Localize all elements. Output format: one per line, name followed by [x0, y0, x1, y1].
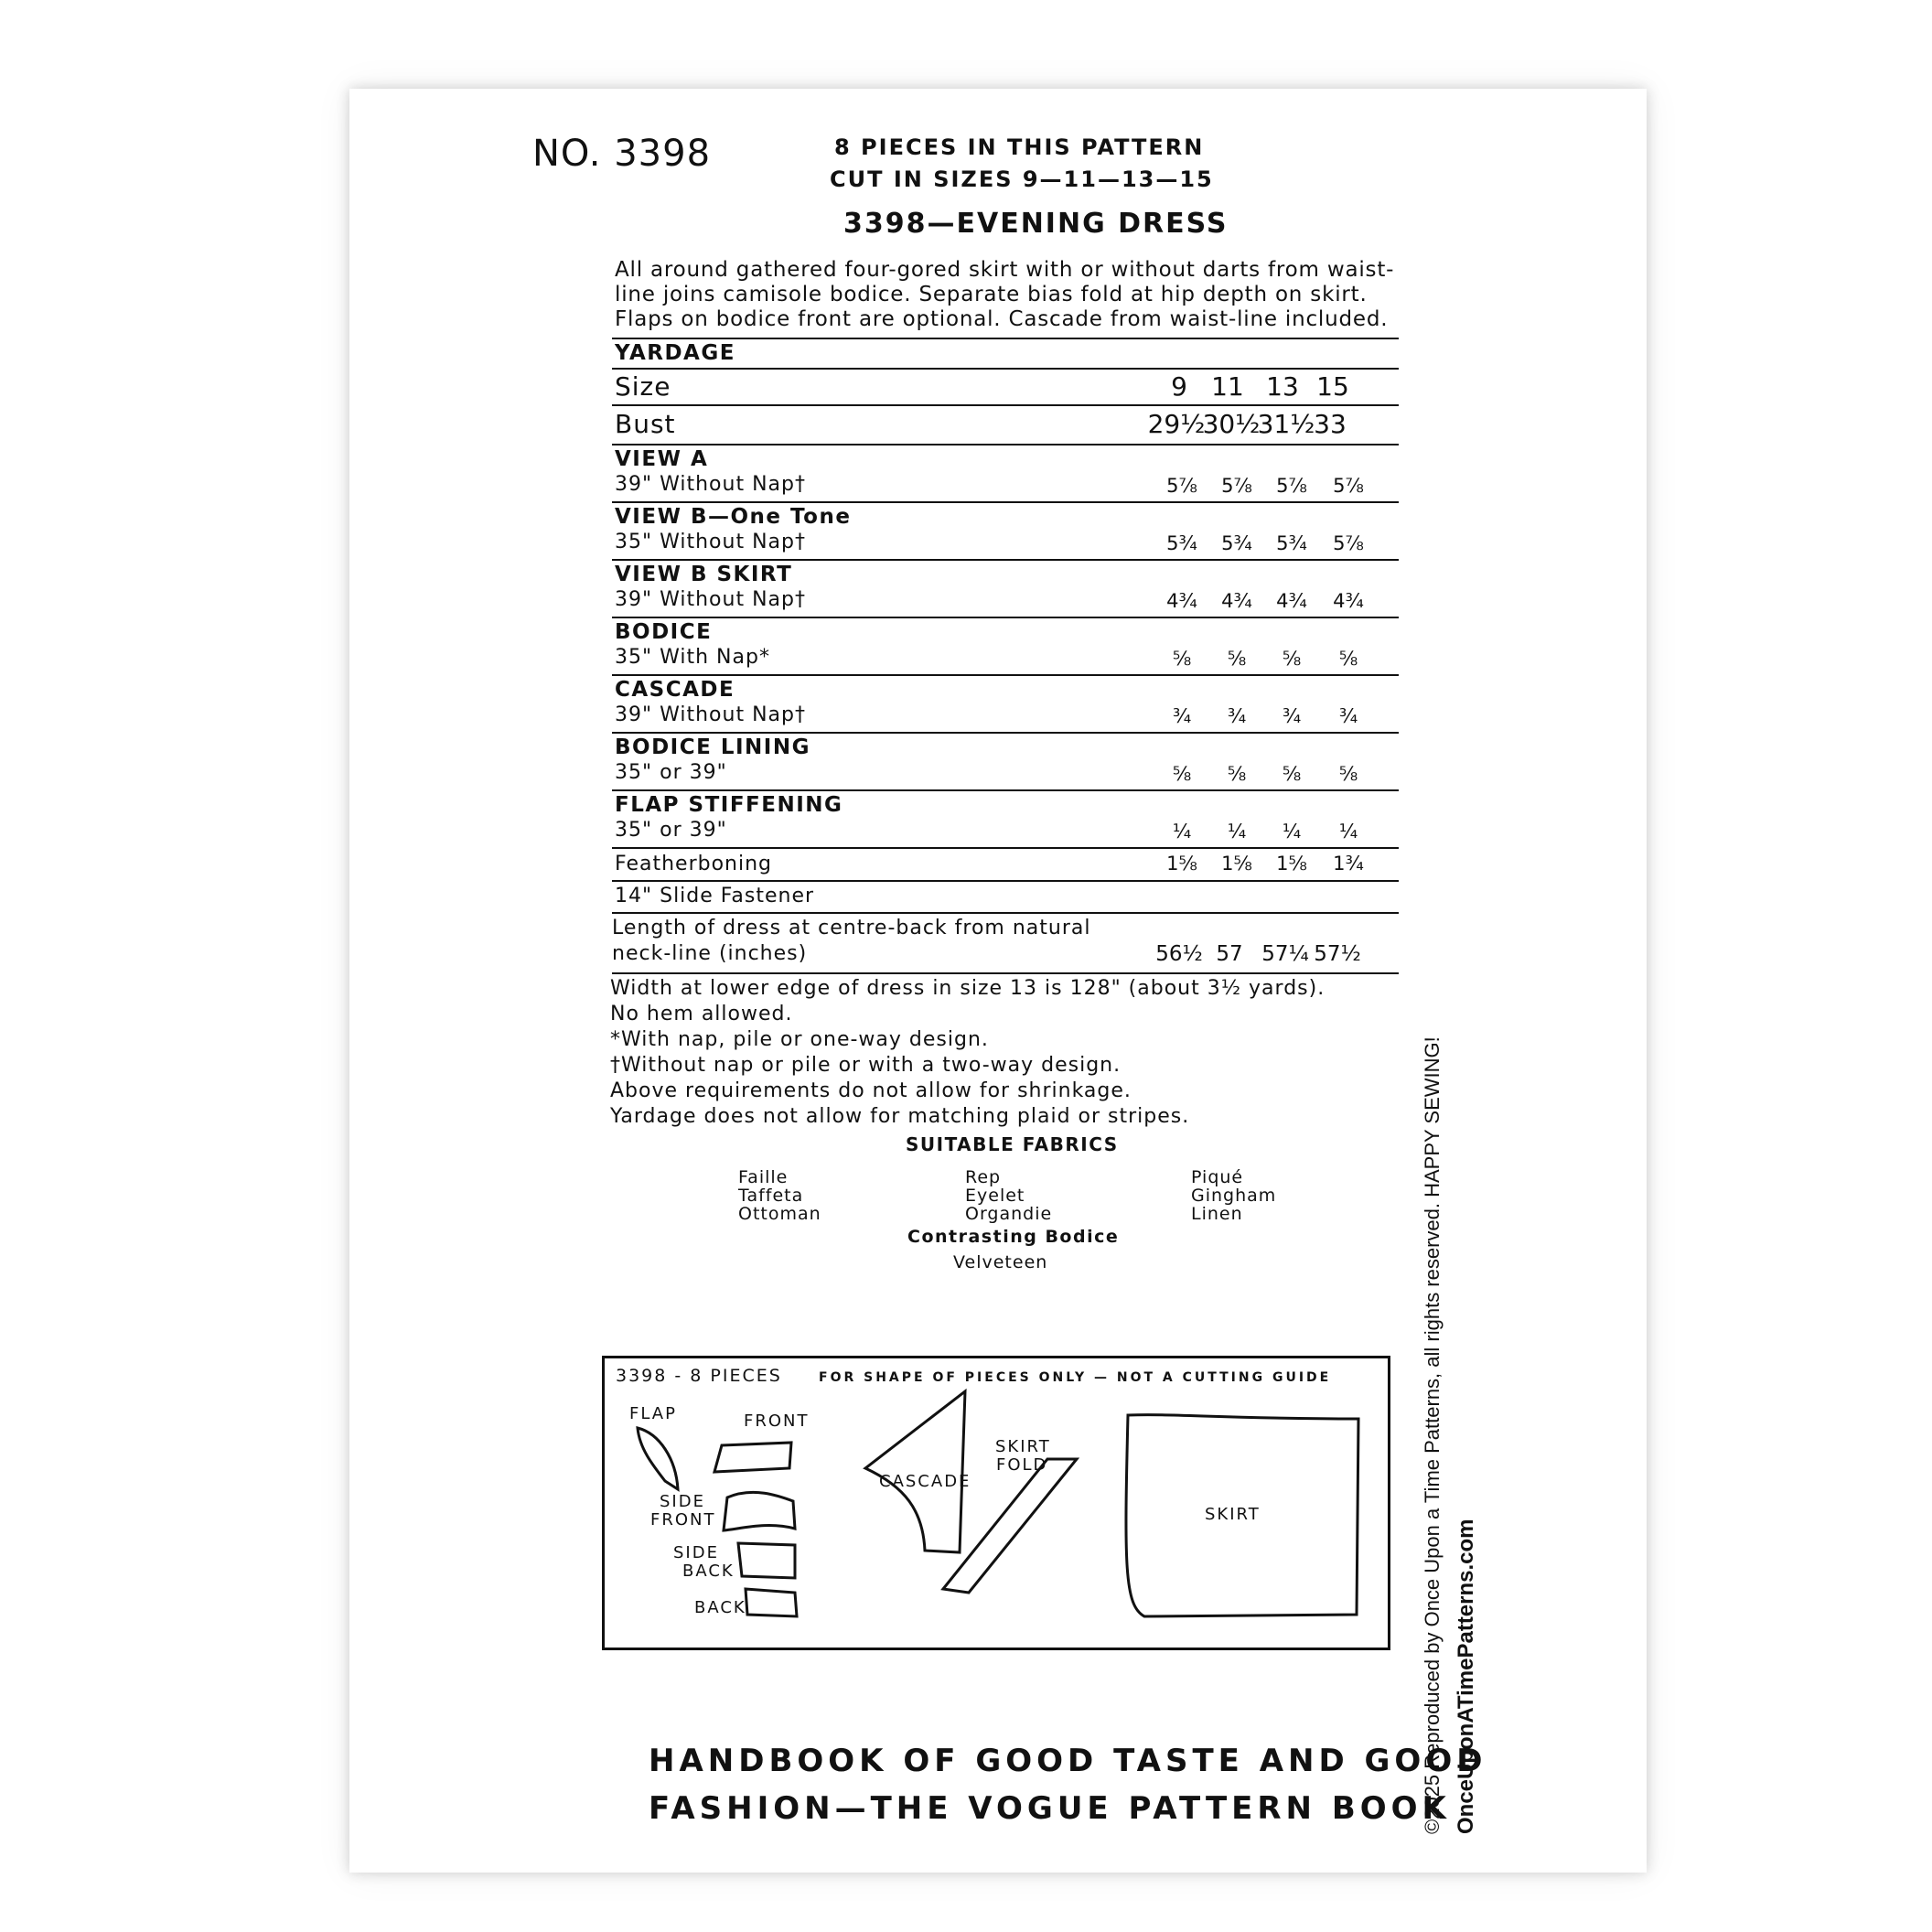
yardage-value: 1⅝	[1166, 853, 1197, 875]
guide-subtitle: FOR SHAPE OF PIECES ONLY — NOT A CUTTING GUIDE	[819, 1370, 1332, 1385]
bust-value: 29½	[1147, 409, 1206, 439]
rule	[612, 444, 1399, 445]
piece-label: FRONT	[650, 1510, 716, 1530]
note-line: No hem allowed.	[610, 1003, 793, 1025]
piece-label: SKIRT	[995, 1437, 1051, 1456]
pattern-envelope-back	[349, 89, 1647, 1873]
front-piece	[714, 1443, 791, 1472]
size-value: 13	[1266, 371, 1299, 402]
yardage-value: ⅝	[1172, 648, 1192, 670]
row-title-bodice: BODICE	[615, 620, 713, 644]
rule	[612, 880, 1399, 882]
yardage-value: ¾	[1338, 705, 1358, 727]
row-sub: 35" Without Nap†	[615, 531, 806, 553]
piece-label: BACK	[682, 1562, 735, 1581]
row-sub: 35" or 39"	[615, 819, 727, 842]
yardage-value: 5¾	[1166, 532, 1197, 554]
yardage-value: ⅝	[1282, 648, 1302, 670]
yardage-value: ⅝	[1338, 648, 1358, 670]
copyright-text: ©2025 Reproduced by Once Upon a Time Patterns, all rights reserved. HAPPY SEWING!	[1421, 1036, 1444, 1834]
yardage-value: 1⅝	[1221, 853, 1252, 875]
rule	[612, 559, 1399, 561]
cut-sizes: CUT IN SIZES 9—11—13—15	[830, 166, 1214, 192]
row-title-flap-stiffening: FLAP STIFFENING	[615, 793, 843, 817]
piece-label: SIDE	[673, 1543, 719, 1562]
yardage-value: 4¾	[1166, 590, 1197, 612]
row-title-bodice-lining: BODICE LINING	[615, 735, 810, 759]
note-line: Width at lower edge of dress in size 13 is 128" (about 3½ yards).	[610, 977, 1326, 1000]
guide-title: 3398 - 8 PIECES	[616, 1366, 782, 1386]
pieces-count: 8 PIECES IN THIS PATTERN	[834, 134, 1205, 160]
row-title-view-a: VIEW A	[615, 447, 709, 471]
yardage-value: 4¾	[1221, 590, 1252, 612]
yardage-value: 5⅞	[1333, 532, 1364, 554]
row-sub: 39" Without Nap†	[615, 473, 806, 496]
length-value: 57¼	[1261, 942, 1309, 966]
note-line: Above requirements do not allow for shrinkage.	[610, 1079, 1132, 1102]
website-url: OnceUponATimePatterns.com	[1454, 1519, 1478, 1834]
fabric-item: Ottoman	[738, 1204, 821, 1224]
yardage-value: ¾	[1172, 705, 1192, 727]
bust-value: 33	[1314, 409, 1347, 439]
row-title-cascade: CASCADE	[615, 678, 735, 702]
bust-label: Bust	[615, 409, 676, 439]
rule	[612, 972, 1399, 974]
rule	[612, 732, 1399, 734]
length-label: Length of dress at centre-back from natural	[612, 917, 1091, 939]
side-back-piece	[738, 1543, 795, 1578]
bust-value: 30½	[1202, 409, 1261, 439]
footer-line-1: HANDBOOK OF GOOD TASTE AND GOOD	[649, 1743, 1487, 1779]
size-label: Size	[615, 371, 671, 402]
footer-line-2: FASHION—THE VOGUE PATTERN BOOK	[649, 1790, 1451, 1827]
piece-label: SKIRT	[1205, 1505, 1261, 1524]
yardage-value: 4¾	[1333, 590, 1364, 612]
piece-label: SIDE	[660, 1492, 705, 1511]
notes	[610, 976, 1325, 1130]
fabric-item: Faille	[738, 1167, 789, 1187]
yardage-value: 5⅞	[1166, 475, 1197, 497]
yardage-heading: YARDAGE	[615, 341, 735, 365]
row-title-view-b-skirt: VIEW B SKIRT	[615, 563, 793, 586]
piece-label: BACK	[694, 1598, 746, 1617]
yardage-value: 5¾	[1221, 532, 1252, 554]
back-piece	[746, 1589, 797, 1616]
row-sub: 35" or 39"	[615, 761, 727, 784]
rule	[612, 501, 1399, 503]
rule	[612, 674, 1399, 676]
rule	[612, 404, 1399, 406]
size-value: 11	[1211, 371, 1244, 402]
size-value: 9	[1171, 371, 1187, 402]
rule	[612, 368, 1399, 370]
yardage-value: 5¾	[1276, 532, 1307, 554]
size-value: 15	[1316, 371, 1349, 402]
row-title-view-b: VIEW B—One Tone	[615, 505, 852, 529]
featherboning-label: Featherboning	[615, 853, 773, 875]
fabric-item: Piqué	[1191, 1167, 1244, 1187]
length-value: 57½	[1314, 942, 1361, 966]
fabric-item: Rep	[965, 1167, 1002, 1187]
piece-label: FRONT	[744, 1411, 810, 1431]
contrast-fabric: Velveteen	[953, 1252, 1048, 1272]
piece-label: CASCADE	[879, 1472, 971, 1491]
yardage-value: ¾	[1227, 705, 1247, 727]
length-value: 57	[1216, 942, 1243, 966]
yardage-value: ⅝	[1338, 763, 1358, 785]
fabric-item: Taffeta	[738, 1186, 804, 1206]
yardage-value: 4¾	[1276, 590, 1307, 612]
fabric-item: Gingham	[1191, 1186, 1277, 1206]
yardage-value: 5⅞	[1333, 475, 1364, 497]
piece-label: FOLD	[996, 1455, 1048, 1475]
fabric-item: Linen	[1191, 1204, 1243, 1224]
yardage-value: 5⅞	[1221, 475, 1252, 497]
fabrics-heading: SUITABLE FABRICS	[906, 1133, 1119, 1155]
pattern-number: NO. 3398	[532, 133, 712, 175]
rule	[612, 847, 1399, 849]
rule	[612, 789, 1399, 791]
fabric-item: Organdie	[965, 1204, 1053, 1224]
fabrics-column-3	[1191, 1168, 1276, 1223]
side-front-piece	[724, 1492, 795, 1530]
note-line: †Without nap or pile or with a two-way design.	[610, 1054, 1122, 1077]
rule	[612, 338, 1399, 339]
yardage-value: ¾	[1282, 705, 1302, 727]
length-value: 56½	[1155, 942, 1203, 966]
pieces-guide	[602, 1356, 1390, 1650]
rule	[612, 617, 1399, 618]
yardage-value: ⅝	[1227, 763, 1247, 785]
yardage-value: ⅝	[1282, 763, 1302, 785]
fabrics-column-1	[738, 1168, 821, 1223]
yardage-value: ¼	[1172, 821, 1192, 843]
bust-value: 31½	[1257, 409, 1315, 439]
flap-piece	[638, 1428, 678, 1489]
pattern-title: 3398—EVENING DRESS	[843, 208, 1229, 240]
piece-label: FLAP	[629, 1404, 677, 1423]
note-line: Yardage does not allow for matching plaid or stripes.	[610, 1105, 1190, 1128]
yardage-value: ¼	[1227, 821, 1247, 843]
pattern-description: All around gathered four-gored skirt with or without darts from waist-line joins camisole bodice. Separate bias fold at hip depth on skirt. Flaps on bodice front are optional. Cascade from waist-line included.	[615, 258, 1395, 331]
yardage-value: ⅝	[1227, 648, 1247, 670]
fabrics-column-2	[965, 1168, 1052, 1223]
note-line: *With nap, pile or one-way design.	[610, 1028, 989, 1051]
row-sub: 39" Without Nap†	[615, 703, 806, 726]
row-sub: 35" With Nap*	[615, 646, 770, 669]
yardage-value: ⅝	[1172, 763, 1192, 785]
row-sub: 39" Without Nap†	[615, 588, 806, 611]
length-label: neck-line (inches)	[612, 942, 808, 965]
yardage-value: 5⅞	[1276, 475, 1307, 497]
fastener-label: 14" Slide Fastener	[615, 885, 815, 907]
rule	[612, 912, 1399, 914]
yardage-value: ¼	[1282, 821, 1302, 843]
fabric-item: Eyelet	[965, 1186, 1025, 1206]
yardage-value: 1¾	[1333, 853, 1364, 875]
yardage-value: ¼	[1338, 821, 1358, 843]
yardage-value: 1⅝	[1276, 853, 1307, 875]
contrast-heading: Contrasting Bodice	[907, 1227, 1120, 1247]
